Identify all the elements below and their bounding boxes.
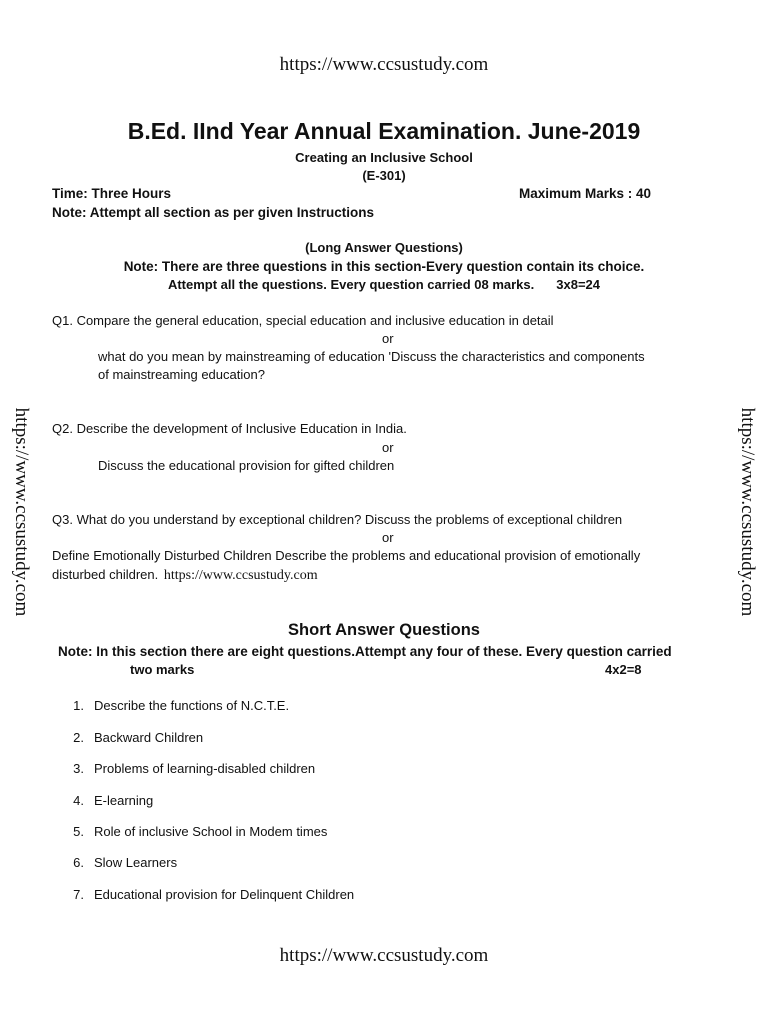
question-3: Q3. What do you understand by exceptional children? Discuss the problems of exceptional children [52,512,623,527]
list-item-text: Educational provision for Delinquent Children [94,887,355,902]
paper-code: (E-301) [362,168,406,183]
list-item [62,887,354,902]
short-answer-heading: Short Answer Questions [288,621,480,639]
question-3-alt-line2 [52,567,318,584]
question-3-or: or [382,530,394,545]
watermark-url-left: https://www.ccsustudy.com [11,407,32,617]
short-answer-note-cont: two marks [130,662,195,677]
watermark-url-bottom: https://www.ccsustudy.com [279,945,489,966]
list-item-text: Problems of learning-disabled children [94,761,316,776]
list-item-text: E-learning [94,793,154,808]
short-answer-note: Note: In this section there are eight questions.Attempt any four of these. Every question carried [58,644,672,659]
list-item-number: 2. [73,730,84,745]
long-answer-instruction-text: Attempt all the questions. Every question carried 08 marks. [167,277,535,292]
question-1-or: or [382,331,394,346]
list-item [62,761,315,776]
question-2-alt: Discuss the educational provision for gifted children [98,458,395,473]
exam-title: B.Ed. IInd Year Annual Examination. June-2019 [127,118,641,144]
question-1: Q1. Compare the general education, special education and inclusive education in detail [52,313,554,328]
inline-watermark-url: https://www.ccsustudy.com [163,568,318,583]
question-3-alt-line2-text: disturbed children. [52,567,159,582]
question-3-alt-line1: Define Emotionally Disturbed Children Describe the problems and educational provision of emotionally [52,548,641,563]
list-item [62,824,327,839]
watermark-url-top: https://www.ccsustudy.com [279,54,489,75]
list-item-text: Backward Children [94,730,204,745]
watermark-url-right: https://www.ccsustudy.com [737,407,758,617]
list-item-text: Describe the functions of N.C.T.E. [94,698,290,713]
short-answer-marks: 4x2=8 [605,662,642,677]
long-answer-note: Note: There are three questions in this section-Every question contain its choice. [123,259,645,274]
list-item [62,855,177,870]
list-item-number: 1. [73,698,84,713]
question-1-alt-line2: of mainstreaming education? [98,367,265,382]
maximum-marks: Maximum Marks : 40 [519,186,652,201]
list-item [62,698,289,713]
list-item [62,793,153,808]
question-2: Q2. Describe the development of Inclusive Education in India. [52,421,407,436]
list-item-number: 5. [73,824,84,839]
long-answer-instruction [0,277,768,292]
list-item [62,730,203,745]
general-note: Note: Attempt all section as per given Instructions [52,205,375,220]
question-2-or: or [382,440,394,455]
list-item-text: Role of inclusive School in Modem times [94,824,328,839]
list-item-number: 4. [73,793,84,808]
list-item-number: 7. [73,887,84,902]
paper-subtitle: Creating an Inclusive School [295,150,473,165]
list-item-number: 6. [73,855,84,870]
time-allowed: Time: Three Hours [52,186,172,201]
long-answer-heading: (Long Answer Questions) [305,240,463,255]
long-answer-marks: 3x8=24 [556,277,601,292]
question-1-alt-line1: what do you mean by mainstreaming of education 'Discuss the characteristics and components [98,349,645,364]
list-item-text: Slow Learners [94,855,178,870]
list-item-number: 3. [73,761,84,776]
